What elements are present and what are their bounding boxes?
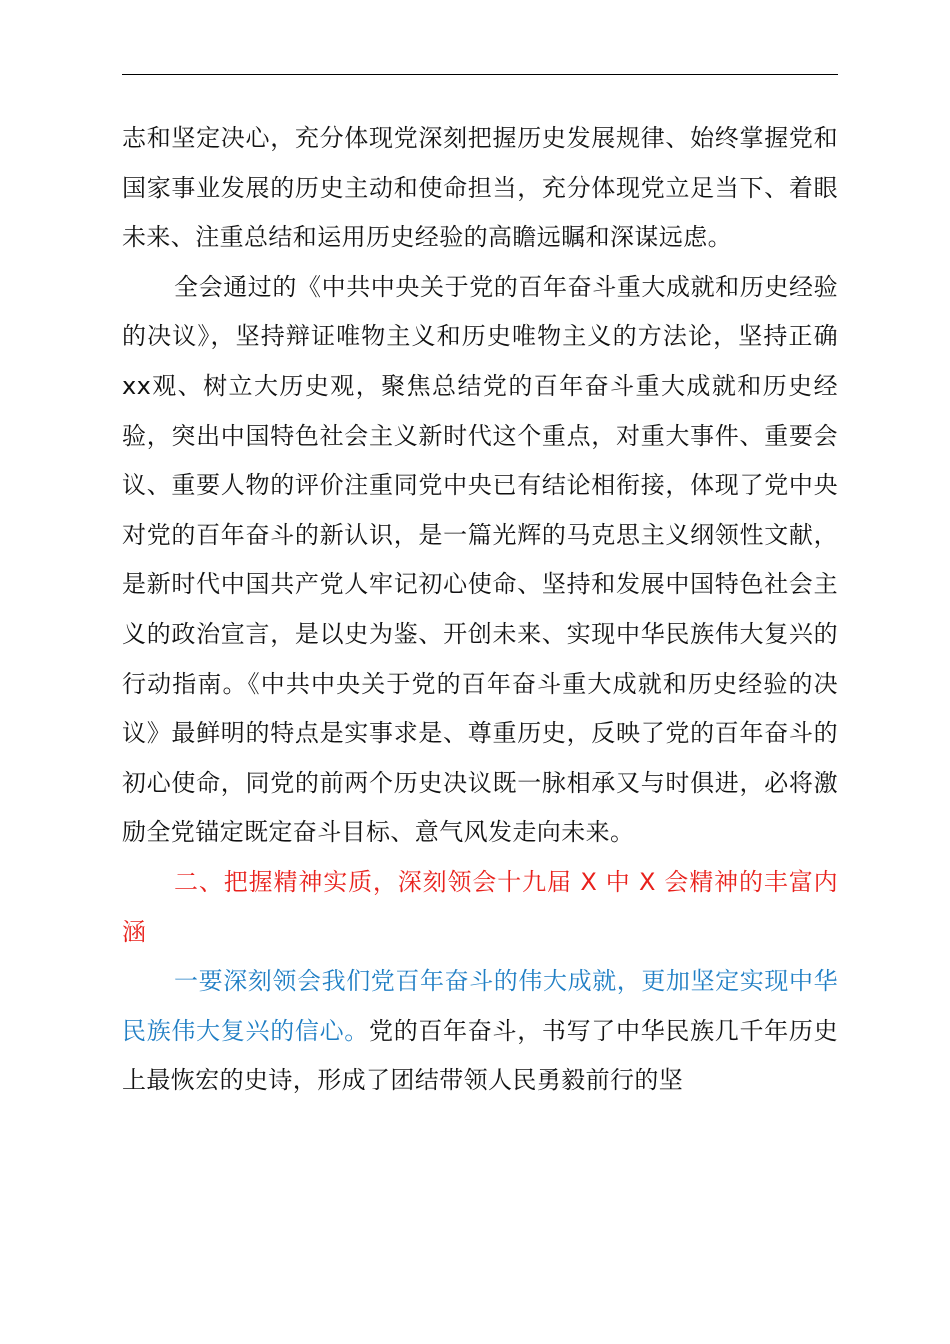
header-rule [122,74,838,75]
paragraph-resolution: 全会通过的《中共中央关于党的百年奋斗重大成就和历史经验的决议》，坚持辩证唯物主义和历史唯物主义的方法论，坚持正确xx观、树立大历史观，聚焦总结党的百年奋斗重大成就和历史经验，突出中国特色社会主义新时代这个重点，对重大事件、重要会议、重要人物的评价注重同党中央已有结论相衔接，体现了党中央对党的百年奋斗的新认识，是一篇光辉的马克思主义纲领性文献，是新时代中国共产党人牢记初心使命、坚持和发展中国特色社会主义的政治宣言，是以史为鉴、开创未来、实现中华民族伟大复兴的行动指南。《中共中央关于党的百年奋斗重大成就和历史经验的决议》最鲜明的特点是实事求是、尊重历史，反映了党的百年奋斗的初心使命，同党的前两个历史决议既一脉相承又与时俱进，必将激励全党锚定既定奋斗目标、意气风发走向未来。 [122,272,838,847]
paragraph-continuation: 志和坚定决心，充分体现党深刻把握历史发展规律、始终掌握党和国家事业发展的历史主动和使命担当，充分体现党立足当下、着眼未来、注重总结和运用历史经验的高瞻远瞩和深谋远虑。 [122,124,838,252]
paragraph-lead-sentence: 一要深刻领会我们党百年奋斗的伟大成就，更加坚定实现中华民族伟大复兴的信心。 [122,967,838,1045]
paragraph-first-point [122,957,838,1106]
document-body [122,114,838,1106]
paragraph-first-point-text: 党的百年奋斗，书写了中华民族几千年历史上最恢宏的史诗，形成了团结带领人民勇毅前行的坚 [122,1016,838,1095]
section-heading: 二、把握精神实质，深刻领会十九届 X 中 X 会精神的丰富内涵 [122,867,838,946]
